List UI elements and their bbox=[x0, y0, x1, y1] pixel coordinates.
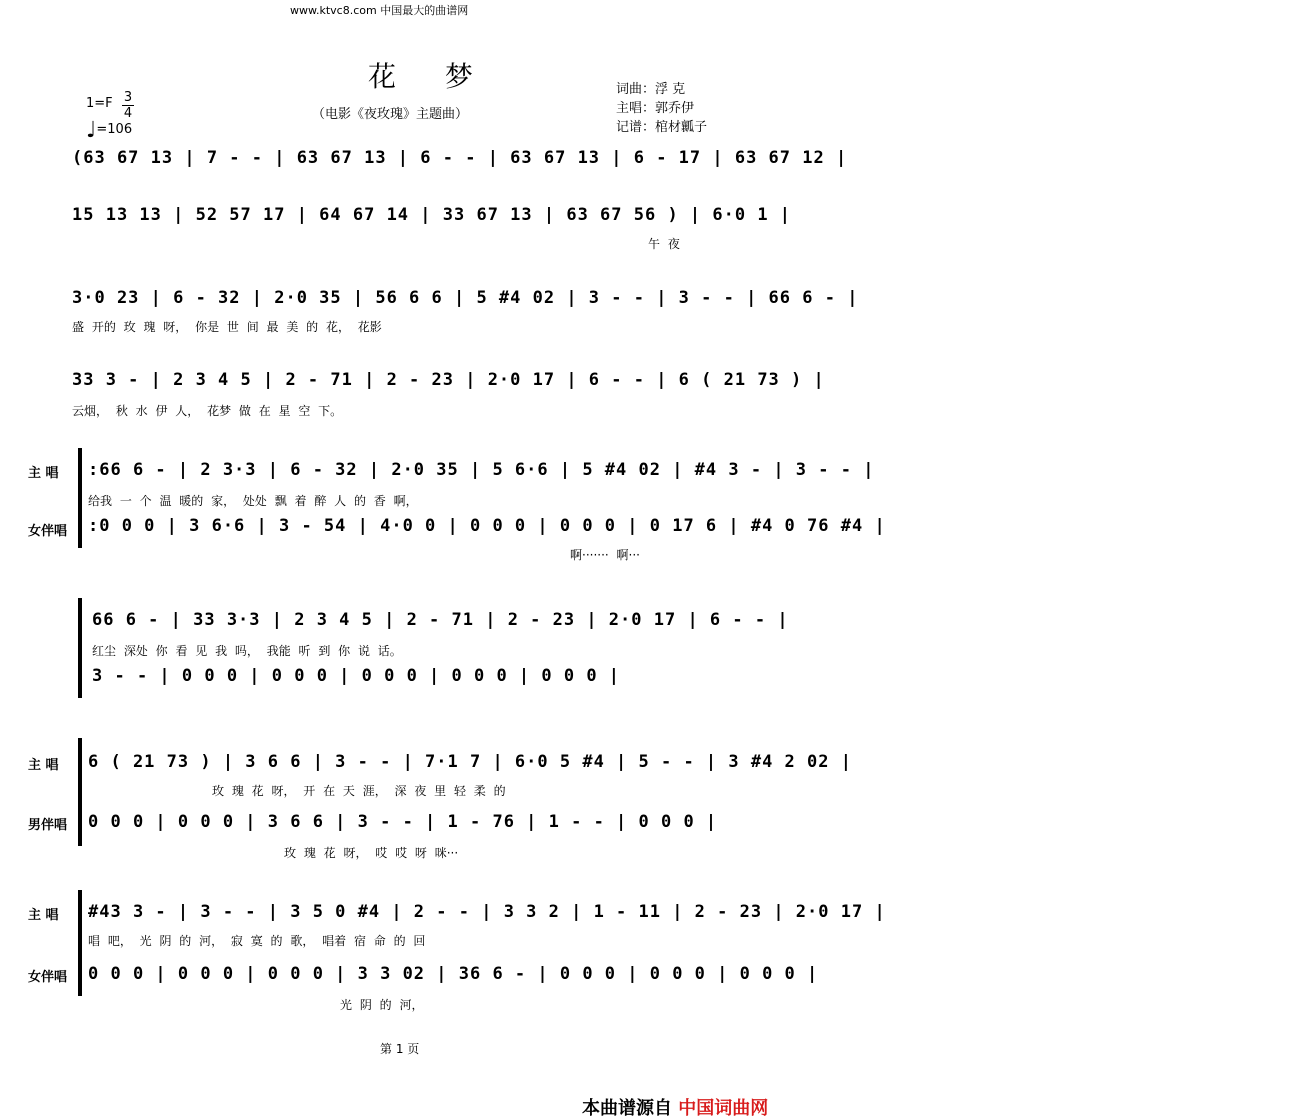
page-number: 第 1 页 bbox=[380, 1042, 420, 1056]
part-label: 主 唱 bbox=[28, 466, 59, 481]
score-system-8 bbox=[92, 666, 728, 696]
part-label: 主 唱 bbox=[28, 758, 59, 773]
footer-credit bbox=[582, 1094, 768, 1120]
tempo-value: =106 bbox=[96, 122, 133, 137]
lyrics-line: 啊······· 啊··· bbox=[570, 548, 640, 562]
credit-transcriber: 记谱：棺材瓤子 bbox=[616, 120, 708, 135]
quarter-note-icon: ♩ bbox=[86, 118, 97, 143]
notation-line: 66 6 - | 33 3·3 | 2 3 4 5 | 2 - 71 | 2 - 23 | 2·0 17 | 6 - - | bbox=[92, 610, 789, 630]
notation-line: 15 13 13 | 52 57 17 | 64 67 14 | 33 67 13 | 63 67 56 ) | 6·0 1 | bbox=[72, 205, 792, 225]
key-signature: 1=F bbox=[86, 96, 113, 111]
notation-line: :0 0 0 | 3 6·6 | 3 - 54 | 4·0 0 | 0 0 0 | 0 0 0 | 0 17 6 | #4 0 76 #4 | bbox=[88, 516, 886, 536]
lyrics-line: 盛 开的 玫 瑰 呀， 你是 世 间 最 美 的 花， 花影 bbox=[72, 320, 382, 334]
notation-line: #43 3 - | 3 - - | 3 5 0 #4 | 2 - - | 3 3 2 | 1 - 11 | 2 - 23 | 2·0 17 | bbox=[88, 902, 886, 922]
credits-block bbox=[616, 80, 707, 137]
system-brace bbox=[78, 890, 82, 996]
score-system-1 bbox=[72, 148, 848, 182]
notation-line: 33 3 - | 2 3 4 5 | 2 - 71 | 2 - 23 | 2·0 17 | 6 - - | 6 ( 21 73 ) | bbox=[72, 370, 825, 390]
score-system-2 bbox=[72, 205, 792, 255]
credit-singer: 主唱：郭乔伊 bbox=[616, 101, 695, 116]
notation-line: 3·0 23 | 6 - 32 | 2·0 35 | 56 6 6 | 5 #4 02 | 3 - - | 3 - - | 66 6 - | bbox=[72, 288, 859, 308]
song-title: 花 梦 bbox=[368, 60, 493, 93]
score-system-4 bbox=[72, 370, 825, 420]
score-system-10 bbox=[88, 812, 728, 860]
notation-line: :66 6 - | 2 3·3 | 6 - 32 | 2·0 35 | 5 6·6 | 5 #4 02 | #4 3 - | 3 - - | bbox=[88, 460, 875, 480]
part-label: 女伴唱 bbox=[28, 970, 68, 985]
tempo-mark bbox=[86, 118, 132, 143]
time-signature-bottom: 4 bbox=[123, 106, 133, 121]
score-system-3 bbox=[72, 288, 859, 338]
system-brace bbox=[78, 448, 82, 548]
footer-prefix: 本曲谱源自 bbox=[582, 1098, 672, 1119]
lyrics-line: 光 阴 的 河， bbox=[340, 998, 424, 1012]
notation-line: 6 ( 21 73 ) | 3 6 6 | 3 - - | 7·1 7 | 6·0 5 #4 | 5 - - | 3 #4 2 02 | bbox=[88, 752, 852, 772]
credit-lyricist: 词曲：浮 克 bbox=[616, 82, 686, 97]
score-system-9 bbox=[88, 752, 852, 798]
score-system-12 bbox=[88, 964, 819, 1012]
notation-line: 0 0 0 | 0 0 0 | 3 6 6 | 3 - - | 1 - 76 | 1 - - | 0 0 0 | bbox=[88, 812, 718, 832]
system-brace bbox=[78, 738, 82, 846]
score-system-11 bbox=[88, 902, 886, 948]
time-signature bbox=[122, 90, 134, 121]
system-brace bbox=[78, 598, 82, 698]
lyrics-line: 红尘 深处 你 看 见 我 吗， 我能 听 到 你 说 话。 bbox=[92, 644, 402, 658]
time-signature-top: 3 bbox=[123, 90, 133, 105]
part-label: 主 唱 bbox=[28, 908, 59, 923]
notation-line: 0 0 0 | 0 0 0 | 0 0 0 | 3 3 02 | 36 6 - | 0 0 0 | 0 0 0 | 0 0 0 | bbox=[88, 964, 819, 984]
part-label: 女伴唱 bbox=[28, 524, 68, 539]
lyrics-line: 午 夜 bbox=[648, 237, 680, 251]
lyrics-line: 玫 瑰 花 呀， 哎 哎 呀 咪··· bbox=[284, 846, 459, 860]
lyrics-line: 给我 一 个 温 暖的 家， 处处 飘 着 醉 人 的 香 啊， bbox=[88, 494, 418, 508]
part-label: 男伴唱 bbox=[28, 818, 68, 833]
lyrics-line: 玫 瑰 花 呀， 开 在 天 涯， 深 夜 里 轻 柔 的 bbox=[212, 784, 506, 798]
score-system-7 bbox=[92, 610, 789, 658]
lyrics-line: 唱 吧， 光 阴 的 河， 寂 寞 的 歌， 唱着 宿 命 的 回 bbox=[88, 934, 426, 948]
score-system-5 bbox=[88, 460, 875, 508]
score-system-6 bbox=[88, 516, 886, 562]
footer-site-link[interactable]: 中国词曲网 bbox=[678, 1098, 769, 1119]
source-header: www.ktvc8.com 中国最大的曲谱网 bbox=[290, 4, 469, 17]
song-subtitle: （电影《夜玫瑰》主题曲） bbox=[312, 107, 469, 122]
lyrics-line: 云烟， 秋 水 伊 人， 花梦 做 在 星 空 下。 bbox=[72, 404, 343, 418]
notation-line: (63 67 13 | 7 - - | 63 67 13 | 6 - - | 63 67 13 | 6 - 17 | 63 67 12 | bbox=[72, 148, 848, 168]
notation-line: 3 - - | 0 0 0 | 0 0 0 | 0 0 0 | 0 0 0 | 0 0 0 | bbox=[92, 666, 621, 686]
